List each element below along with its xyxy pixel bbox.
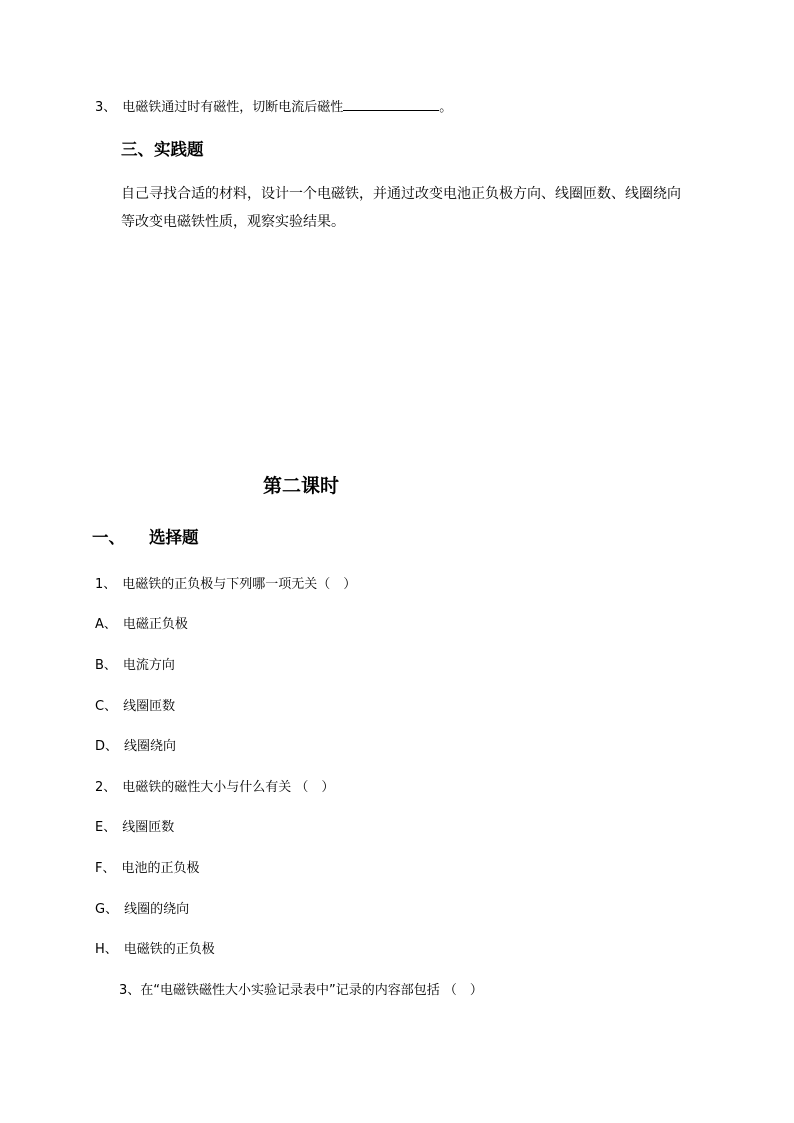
option-b[interactable]	[95, 658, 175, 674]
option-letter: D、	[95, 739, 119, 754]
question-text: 电磁铁通过时有磁性，切断电流后磁性	[122, 100, 344, 115]
question-text: 电磁铁的磁性大小与什么有关 （ ）	[122, 780, 335, 795]
option-letter: E、	[95, 820, 117, 835]
practice-paragraph-line-1: 自己寻找合适的材料，设计一个电磁铁，并通过改变电池正负极方向、线圈匝数、线圈绕向	[121, 186, 681, 202]
option-letter: F、	[95, 861, 116, 876]
fill-question-3	[95, 97, 452, 116]
option-letter: H、	[95, 942, 118, 957]
question-1	[95, 577, 356, 593]
option-letter: A、	[95, 617, 117, 632]
option-letter: B、	[95, 658, 117, 673]
option-text: 线圈的绕向	[124, 902, 190, 917]
question-text: 在“电磁铁磁性大小实验记录表中”记录的内容部包括 （ ）	[140, 983, 483, 998]
question-3	[119, 983, 483, 999]
question-2	[95, 780, 334, 796]
question-number: 2、	[95, 780, 117, 795]
option-g[interactable]	[95, 902, 189, 918]
section-title: 选择题	[149, 528, 199, 547]
option-text: 电磁正负极	[122, 617, 188, 632]
option-c[interactable]	[95, 699, 175, 715]
option-d[interactable]	[95, 739, 176, 755]
option-a[interactable]	[95, 617, 188, 633]
option-text: 线圈匝数	[122, 820, 175, 835]
question-text: 电磁铁的正负极与下列哪一项无关（ ）	[122, 577, 357, 592]
option-letter: G、	[95, 902, 119, 917]
section-number: 一、	[92, 528, 125, 547]
question-number: 3、	[95, 100, 117, 115]
option-letter: C、	[95, 699, 118, 714]
option-text: 电池的正负极	[121, 861, 200, 876]
option-h[interactable]	[95, 942, 215, 958]
question-number: 1、	[95, 577, 117, 592]
practice-section-heading: 三、实践题	[121, 140, 204, 159]
practice-paragraph-line-2: 等改变电磁铁性质，观察实验结果。	[121, 214, 345, 230]
choice-section-heading	[92, 528, 199, 548]
option-text: 线圈绕向	[124, 739, 177, 754]
option-text: 电流方向	[122, 658, 175, 673]
question-number: 3、	[119, 983, 141, 998]
option-text: 线圈匝数	[123, 699, 176, 714]
lesson-title: 第二课时	[263, 475, 340, 497]
option-e[interactable]	[95, 820, 174, 836]
option-text: 电磁铁的正负极	[123, 942, 215, 957]
answer-blank[interactable]	[343, 97, 439, 111]
option-f[interactable]	[95, 861, 200, 877]
question-punctuation: 。	[439, 100, 453, 115]
